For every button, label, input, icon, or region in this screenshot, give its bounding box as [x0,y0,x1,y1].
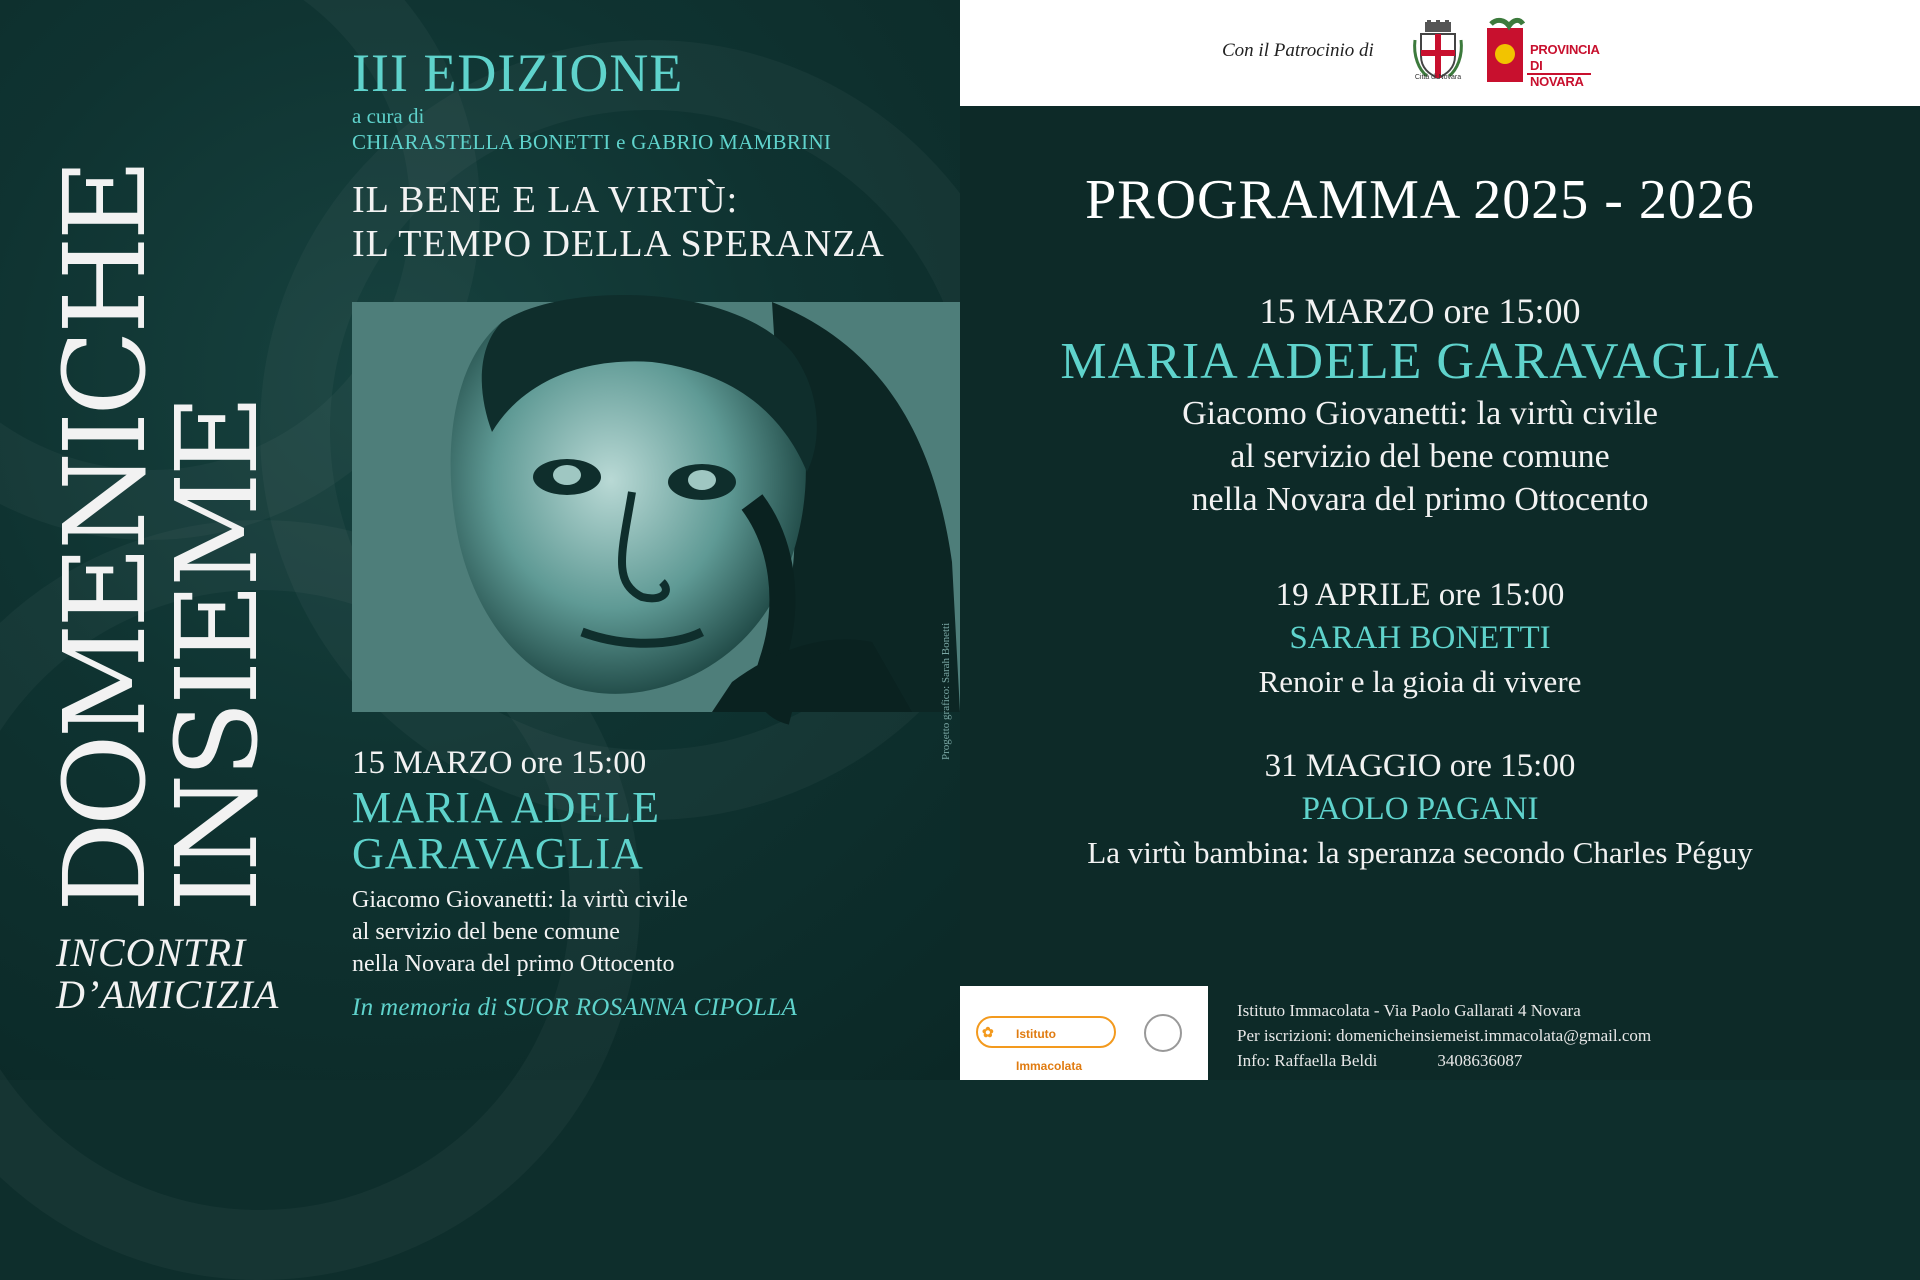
event-speaker: SARAH BONETTI [1289,620,1551,656]
event-date: 19 APRILE ore 15:00 [1275,577,1565,613]
institute-address: Istituto Immacolata - Via Paolo Gallarati 4 Novara [1237,1001,1581,1020]
featured-event-speaker [352,785,812,877]
institute-seal-icon [1144,1014,1182,1052]
program-event-3 [960,745,1880,874]
memorial-dedication: In memoria di SUOR ROSANNA CIPOLLA [352,994,798,1021]
series-title-insieme: INSIEME [153,398,283,912]
series-subtitle-line1: INCONTRI [56,930,247,975]
event-talk-line: al servizio del bene comune [1230,438,1610,475]
contact-info [1237,998,1651,1073]
institute-logo-text: Istituto Immacolata [976,1016,1116,1048]
city-crest-caption: Città di Novara [1414,74,1462,81]
curators: CHIARASTELLA BONETTI e GABRIO MAMBRINI [352,130,832,154]
program-event-1 [960,290,1880,521]
event-talk-line: La virtù bambina: la speranza secondo Charles Péguy [1087,835,1753,870]
institute-mark-icon: ✿ [982,1024,994,1040]
event-talk-line: Giacomo Giovanetti: la virtù civile [1182,395,1658,432]
event-date: 15 MARZO ore 15:00 [1259,291,1581,331]
theme-line1: IL BENE E LA VIRTÙ: [352,179,739,221]
event-date: 31 MAGGIO ore 15:00 [1264,748,1576,784]
patronage-label: Con il Patrocinio di [1222,40,1374,61]
series-subtitle-line2: D’AMICIZIA [56,972,280,1017]
featured-talk-line1: Giacomo Giovanetti: la virtù civile [352,887,688,913]
institute-logo [960,986,1208,1080]
featured-talk-line2: al servizio del bene comune [352,919,620,945]
event-speaker: PAOLO PAGANI [1301,791,1539,827]
info-phone: 3408636087 [1437,1051,1523,1070]
province-line2: DI NOVARA [1530,58,1584,89]
edition-title: III EDIZIONE [352,43,684,103]
series-subtitle [56,932,279,1016]
series-title-domeniche: DOMENICHE [41,162,171,912]
curated-by-label: a cura di [352,104,425,128]
portrait-image [352,302,960,712]
featured-speaker-line1: MARIA ADELE [352,783,660,832]
featured-speaker-line2: GARAVAGLIA [352,829,644,878]
info-contact [1237,1048,1651,1073]
event-talk-line: Renoir e la gioia di vivere [1258,664,1582,699]
program-event-2 [960,574,1880,703]
featured-event-talk [352,884,688,980]
theme-line2: IL TEMPO DELLA SPERANZA [352,223,885,265]
theme-title [352,178,885,266]
signup-email: Per iscrizioni: domenicheinsiemeist.immacolata@gmail.com [1237,1026,1652,1045]
event-speaker: MARIA ADELE GARAVAGLIA [1060,333,1780,390]
province-logo-text [1530,42,1600,90]
event-talk-line: nella Novara del primo Ottocento [1191,481,1649,518]
info-label: Info: Raffaella Beldi [1237,1051,1378,1070]
featured-event-date: 15 MARZO ore 15:00 [352,745,647,781]
design-credit: Progetto grafico: Sarah Bonetti [940,622,952,760]
program-title: PROGRAMMA 2025 - 2026 [1085,169,1755,231]
portrait-illustration [352,302,960,712]
province-line1: PROVINCIA [1530,42,1600,57]
featured-talk-line3: nella Novara del primo Ottocento [352,951,675,977]
